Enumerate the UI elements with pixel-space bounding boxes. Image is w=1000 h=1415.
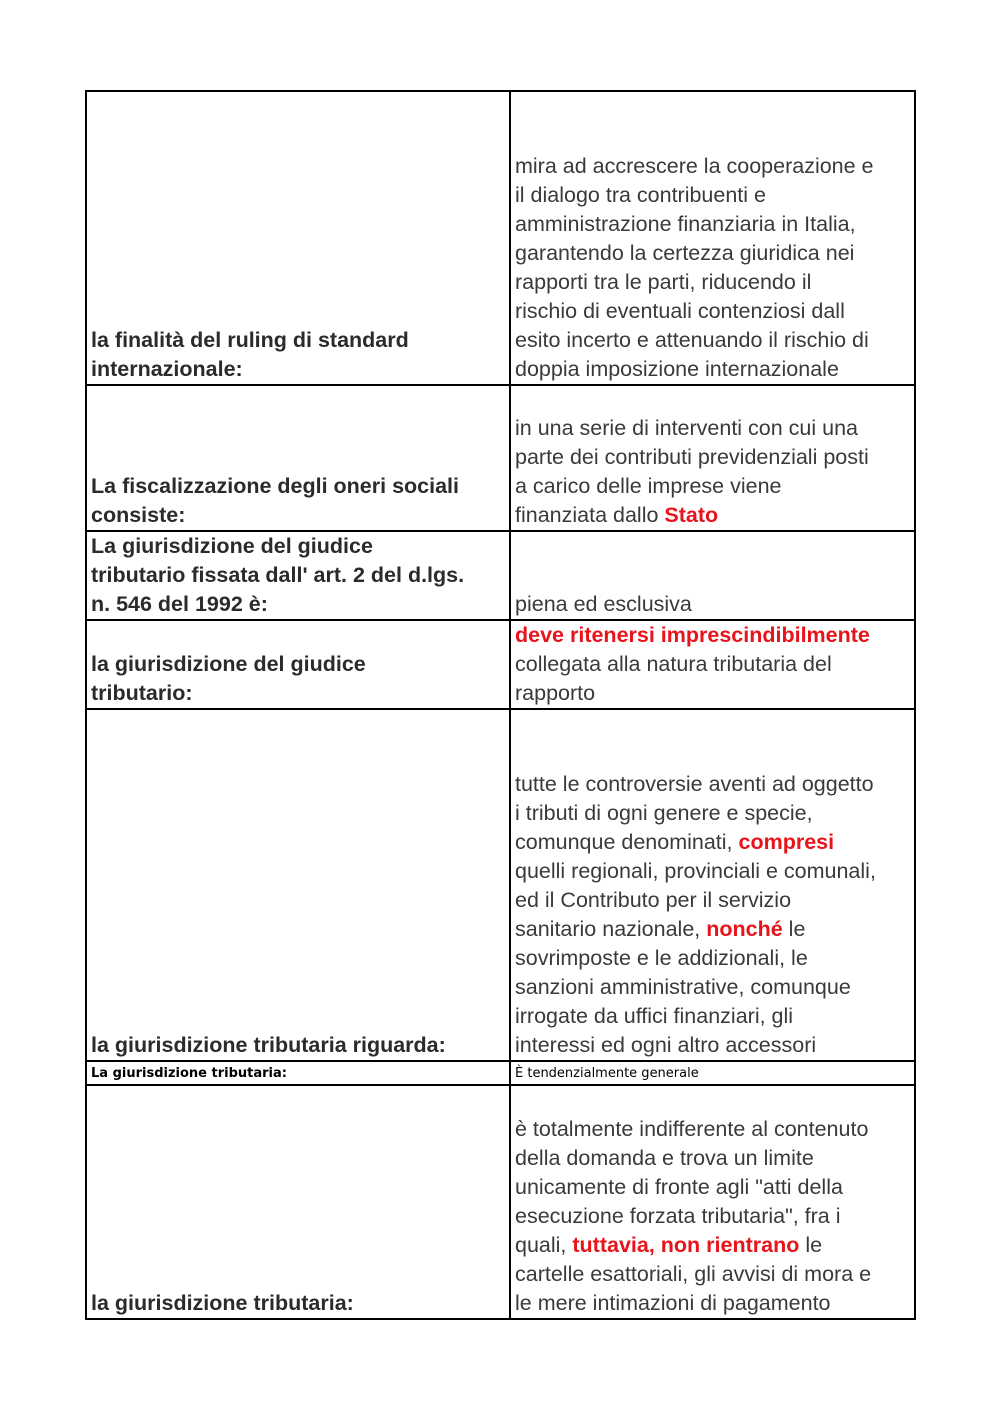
answer-text: garantendo la certezza giuridica nei <box>515 241 855 265</box>
answer-line <box>515 1173 910 1202</box>
table-row <box>86 620 915 709</box>
answer-text: i tributi di ogni genere e specie, <box>515 801 813 825</box>
question-cell <box>86 1085 510 1319</box>
answer-text: parte dei contributi previdenziali posti <box>515 445 869 469</box>
table-row <box>86 1085 915 1319</box>
question-line: la finalità del ruling di standard <box>91 328 409 352</box>
answer-line <box>515 650 910 679</box>
highlighted-text: Stato <box>664 503 719 527</box>
highlighted-text: deve ritenersi imprescindibilmente <box>515 623 870 647</box>
answer-text: finanziata dallo <box>515 503 665 527</box>
answer-text: tutte le controversie aventi ad oggetto <box>515 772 874 796</box>
highlighted-text: tuttavia, non rientrano <box>572 1233 800 1257</box>
question-cell <box>86 1061 510 1085</box>
table-row <box>86 709 915 1061</box>
question-cell <box>86 620 510 709</box>
answer-line <box>515 1260 910 1289</box>
answer-line <box>515 326 910 355</box>
answer-text: collegata alla natura tributaria del <box>515 652 832 676</box>
answer-text: è totalmente indifferente al contenuto <box>515 1117 869 1141</box>
highlighted-text: nonché <box>706 917 783 941</box>
question-cell <box>86 91 510 385</box>
question-cell <box>86 709 510 1061</box>
answer-text: a carico delle imprese viene <box>515 474 782 498</box>
answer-text: il dialogo tra contribuenti e <box>515 183 766 207</box>
answer-text: le <box>782 917 806 941</box>
answer-line <box>515 239 910 268</box>
answer-text: irrogate da uffici finanziari, gli <box>515 1004 794 1028</box>
question-cell <box>86 531 510 620</box>
question-line: tributario: <box>91 681 193 705</box>
answer-line <box>515 443 910 472</box>
answer-line <box>515 857 910 886</box>
answer-text: le <box>799 1233 823 1257</box>
answer-text: doppia imposizione internazionale <box>515 357 839 381</box>
answer-line <box>515 1144 910 1173</box>
answer-text: esito incerto e attenuando il rischio di <box>515 328 869 352</box>
answer-text: amministrazione finanziaria in Italia, <box>515 212 856 236</box>
question-line: internazionale: <box>91 357 243 381</box>
answer-cell <box>510 531 915 620</box>
question-line: tributario fissata dall' art. 2 del d.lgs. <box>91 563 465 587</box>
answer-text: rapporto <box>515 681 596 705</box>
question-line: n. 546 del 1992 è: <box>91 592 268 616</box>
answer-line <box>515 1115 910 1144</box>
answer-text: comunque denominati, <box>515 830 739 854</box>
table-row <box>86 531 915 620</box>
qa-table <box>85 90 916 1320</box>
answer-text: quelli regionali, provinciali e comunali, <box>515 859 876 883</box>
answer-text: sanitario nazionale, <box>515 917 707 941</box>
answer-line <box>515 472 910 501</box>
question-line: consiste: <box>91 503 186 527</box>
answer-text: cartelle esattoriali, gli avvisi di mora e <box>515 1262 872 1286</box>
question-line: la giurisdizione del giudice <box>91 652 366 676</box>
answer-text: mira ad accrescere la cooperazione e <box>515 154 874 178</box>
answer-cell <box>510 1085 915 1319</box>
answer-line <box>515 1002 910 1031</box>
answer-cell <box>510 620 915 709</box>
answer-text: rapporti tra le parti, riducendo il <box>515 270 812 294</box>
answer-line <box>515 1064 910 1084</box>
answer-text: ed il Contributo per il servizio <box>515 888 792 912</box>
answer-line <box>515 152 910 181</box>
answer-text: le mere intimazioni di pagamento <box>515 1291 831 1315</box>
answer-text: della domanda e trova un limite <box>515 1146 814 1170</box>
answer-line <box>515 414 910 443</box>
answer-line <box>515 1289 910 1318</box>
answer-cell <box>510 1061 915 1085</box>
answer-text: sanzioni amministrative, comunque <box>515 975 851 999</box>
answer-line <box>515 915 910 944</box>
answer-text: in una serie di interventi con cui una <box>515 416 859 440</box>
answer-text: esecuzione forzata tributaria", fra i <box>515 1204 841 1228</box>
answer-line <box>515 210 910 239</box>
answer-line <box>515 1031 910 1060</box>
answer-cell <box>510 91 915 385</box>
answer-line <box>515 886 910 915</box>
answer-text: sovrimposte e le addizionali, le <box>515 946 808 970</box>
question-line: La giurisdizione tributaria: <box>91 1066 287 1081</box>
answer-text: rischio di eventuali contenziosi dall <box>515 299 845 323</box>
answer-line <box>515 268 910 297</box>
answer-line <box>515 1202 910 1231</box>
answer-text: quali, <box>515 1233 573 1257</box>
answer-line <box>515 501 910 530</box>
answer-cell <box>510 709 915 1061</box>
answer-line <box>515 355 910 384</box>
answer-line <box>515 799 910 828</box>
answer-line <box>515 297 910 326</box>
table-row <box>86 91 915 385</box>
answer-line <box>515 590 910 619</box>
answer-line <box>515 181 910 210</box>
answer-line <box>515 1231 910 1260</box>
answer-line <box>515 944 910 973</box>
question-cell <box>86 385 510 531</box>
table-row <box>86 385 915 531</box>
answer-line <box>515 770 910 799</box>
highlighted-text: compresi <box>738 830 835 854</box>
answer-text: È tendenzialmente generale <box>515 1066 699 1081</box>
answer-cell <box>510 385 915 531</box>
question-line: La fiscalizzazione degli oneri sociali <box>91 474 459 498</box>
question-line: la giurisdizione tributaria: <box>91 1291 354 1315</box>
answer-line <box>515 973 910 1002</box>
table-row <box>86 1061 915 1085</box>
answer-text: interessi ed ogni altro accessori <box>515 1033 817 1057</box>
question-line: La giurisdizione del giudice <box>91 534 373 558</box>
answer-line <box>515 828 910 857</box>
answer-text: piena ed esclusiva <box>515 592 692 616</box>
qa-table-body <box>86 91 915 1319</box>
answer-text: unicamente di fronte agli "atti della <box>515 1175 843 1199</box>
answer-line <box>515 679 910 708</box>
question-line: la giurisdizione tributaria riguarda: <box>91 1033 446 1057</box>
answer-line <box>515 621 910 650</box>
